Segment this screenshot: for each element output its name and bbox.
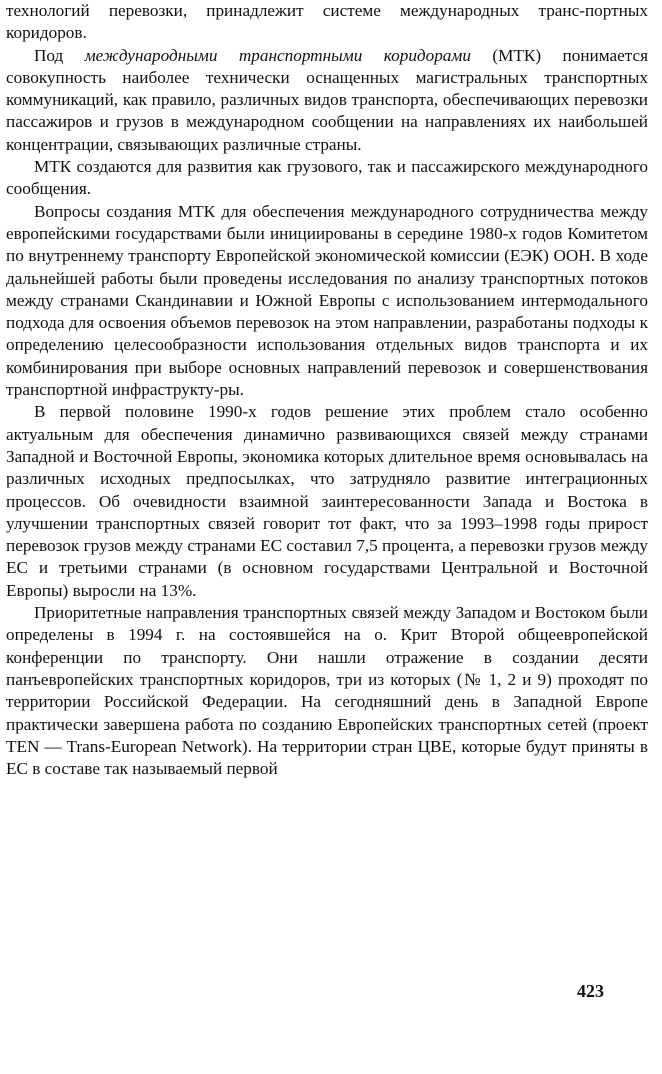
paragraph-continuation: технологий перевозки, принадлежит системе международных транс-портных коридоров. xyxy=(6,1,648,43)
paragraph-1990s: В первой половине 1990-х годов решение этих проблем стало особенно актуальным для обеспечения динамично развивающихся связей между странами Западной и Восточной Европы, экономика которых длительное время основывалась на различных исходных предпосылках, что затрудняло развитие интеграционных процессов. Об очевидности взаимной заинтересованности Запада и Востока в улучшении транспортных связей говорит тот факт, что за 1993–1998 годы прирост перевозок грузов между странами ЕС составил 7,5 процента, а перевозки грузов между ЕС и третьими странами (в основном государствами Центральной и Восточной Европы) выросли на 13%. xyxy=(6,402,648,600)
paragraph-definition xyxy=(6,45,648,156)
paragraph-priorities: Приоритетные направления транспортных связей между Западом и Востоком были определены в 1994 г. на состоявшейся на о. Крит Второй общеевропейской конференции по транспорту. Они нашли отражение в создании десяти панъевропейских транспортных коридоров, три из которых (№ 1, 2 и 9) проходят по территории Российской Федерации. На сегодняшний день в Западной Европе практически завершена работа по созданию Европейских транспортных сетей (проект TEN — Trans-European Network). На территории стран ЦВЕ, которые будут приняты в ЕС в составе так называемый первой xyxy=(6,603,648,779)
definition-term: международными транспортными коридорами xyxy=(84,45,471,65)
document-page xyxy=(6,0,648,780)
paragraph-mtk-history: Вопросы создания МТК для обеспечения международного сотрудничества между европейскими государствами были инициированы в середине 1980-х годов Комитетом по внутреннему транспорту Европейской экономической комиссии (ЕЭК) ООН. В ходе дальнейшей работы были проведены исследования по анализу транспортных потоков между странами Скандинавии и Южной Европы с использованием интермодального подхода для освоения объемов перевозок на этом направлении, разработаны подходы к определению целесообразности использования отдельных видов транспорта и их комбинирования при выборе основных направлений перевозок и совершенствования транспортной инфраструкту-ры. xyxy=(6,201,648,400)
definition-lead: Под xyxy=(34,45,85,65)
definition-body: (МТК) понимается совокупность наиболее технически оснащенных магистральных транспортных коммуникаций, как правило, различных видов транспорта, обеспечивающих перевозки пассажиров и грузов в международном сообщении на направлениях их наибольшей концентрации, связывающих различные страны. xyxy=(6,45,648,154)
paragraph-mtk-purpose: МТК создаются для развития как грузового, так и пассажирского международного сообщения. xyxy=(6,157,648,199)
page-number: 423 xyxy=(577,981,604,1001)
